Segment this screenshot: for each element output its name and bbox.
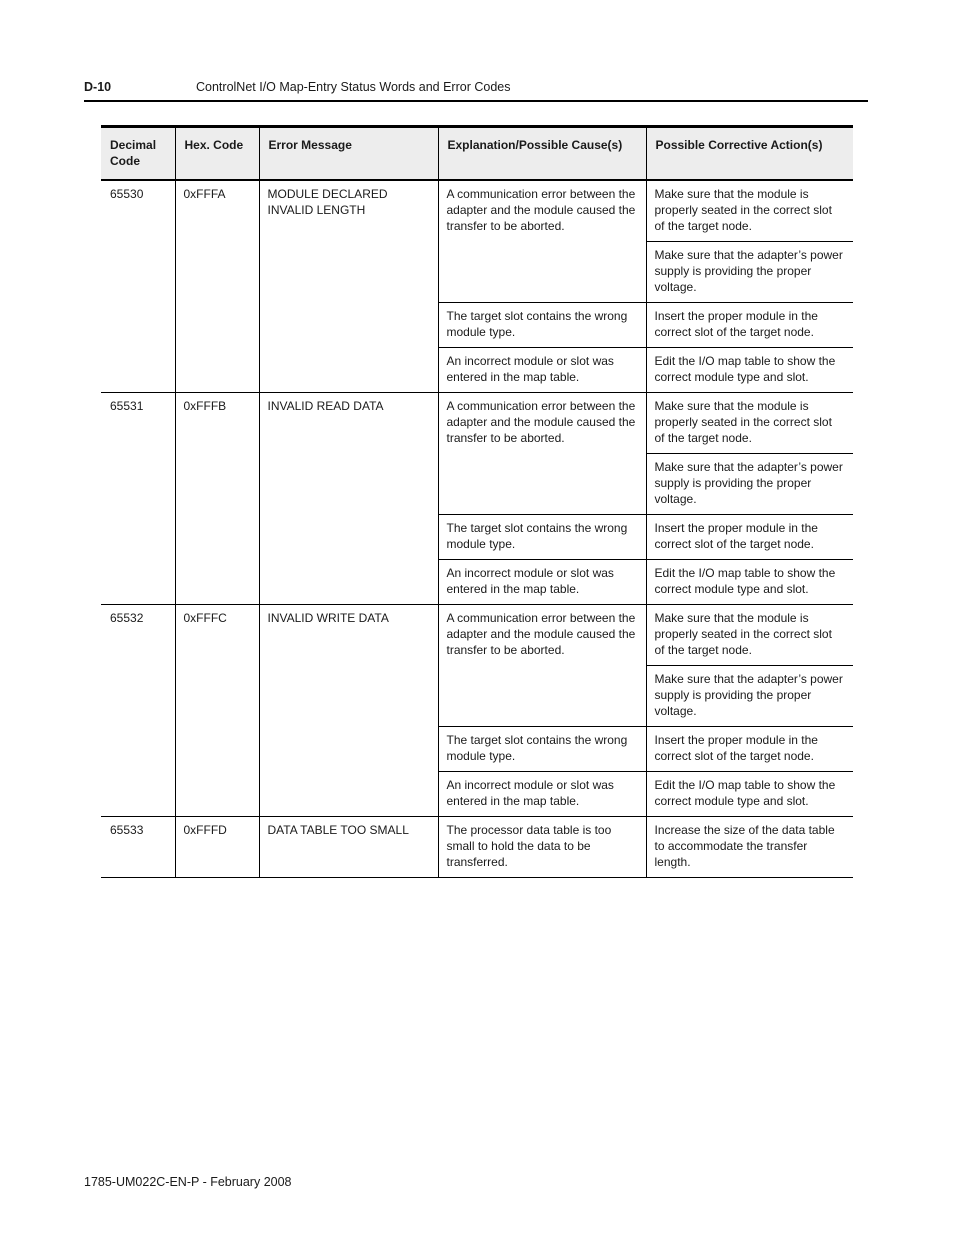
cause-cell: An incorrect module or slot was entered in the map table.: [438, 772, 646, 817]
error-message-cell: DATA TABLE TOO SMALL: [259, 817, 438, 878]
error-codes-table: [101, 125, 853, 878]
decimal-code-cell: 65531: [101, 393, 175, 605]
cause-cell: The target slot contains the wrong module type.: [438, 515, 646, 560]
page-header: [84, 80, 868, 102]
action-cell: Edit the I/O map table to show the correct module type and slot.: [646, 348, 853, 393]
hex-code-cell: 0xFFFB: [175, 393, 259, 605]
action-cell: Edit the I/O map table to show the correct module type and slot.: [646, 772, 853, 817]
decimal-code-cell: 65533: [101, 817, 175, 878]
action-cell: Edit the I/O map table to show the correct module type and slot.: [646, 560, 853, 605]
cause-cell: The target slot contains the wrong module type.: [438, 303, 646, 348]
error-message-cell: INVALID READ DATA: [259, 393, 438, 605]
table-row: [101, 817, 853, 878]
error-message-cell: INVALID WRITE DATA: [259, 605, 438, 817]
cause-cell: A communication error between the adapter and the module caused the transfer to be aborted.: [438, 180, 646, 303]
hex-code-cell: 0xFFFA: [175, 180, 259, 393]
column-header: Error Message: [259, 127, 438, 181]
action-cell: Make sure that the module is properly seated in the correct slot of the target node.: [646, 605, 853, 666]
action-cell: Make sure that the adapter’s power supply is providing the proper voltage.: [646, 454, 853, 515]
action-cell: Increase the size of the data table to accommodate the transfer length.: [646, 817, 853, 878]
action-cell: Insert the proper module in the correct slot of the target node.: [646, 727, 853, 772]
action-cell: Make sure that the module is properly seated in the correct slot of the target node.: [646, 393, 853, 454]
table-body: [101, 180, 853, 878]
action-cell: Make sure that the adapter’s power supply is providing the proper voltage.: [646, 666, 853, 727]
table-row: [101, 605, 853, 666]
cause-cell: A communication error between the adapter and the module caused the transfer to be aborted.: [438, 605, 646, 727]
cause-cell: The processor data table is too small to hold the data to be transferred.: [438, 817, 646, 878]
column-header: Hex. Code: [175, 127, 259, 181]
running-title: ControlNet I/O Map-Entry Status Words and Error Codes: [196, 80, 511, 94]
table-row: [101, 180, 853, 242]
action-cell: Make sure that the adapter’s power supply is providing the proper voltage.: [646, 242, 853, 303]
cause-cell: A communication error between the adapter and the module caused the transfer to be aborted.: [438, 393, 646, 515]
error-message-cell: MODULE DECLARED INVALID LENGTH: [259, 180, 438, 393]
decimal-code-cell: 65530: [101, 180, 175, 393]
column-header: Decimal Code: [101, 127, 175, 181]
hex-code-cell: 0xFFFC: [175, 605, 259, 817]
column-header: Explanation/Possible Cause(s): [438, 127, 646, 181]
cause-cell: An incorrect module or slot was entered in the map table.: [438, 560, 646, 605]
hex-code-cell: 0xFFFD: [175, 817, 259, 878]
cause-cell: An incorrect module or slot was entered in the map table.: [438, 348, 646, 393]
column-header: Possible Corrective Action(s): [646, 127, 853, 181]
table-row: [101, 393, 853, 454]
action-cell: Insert the proper module in the correct slot of the target node.: [646, 515, 853, 560]
publication-footer: 1785-UM022C-EN-P - February 2008: [84, 1175, 292, 1189]
action-cell: Make sure that the module is properly seated in the correct slot of the target node.: [646, 180, 853, 242]
page-number: D-10: [84, 80, 112, 94]
action-cell: Insert the proper module in the correct slot of the target node.: [646, 303, 853, 348]
table-header-row: [101, 127, 853, 181]
decimal-code-cell: 65532: [101, 605, 175, 817]
cause-cell: The target slot contains the wrong module type.: [438, 727, 646, 772]
